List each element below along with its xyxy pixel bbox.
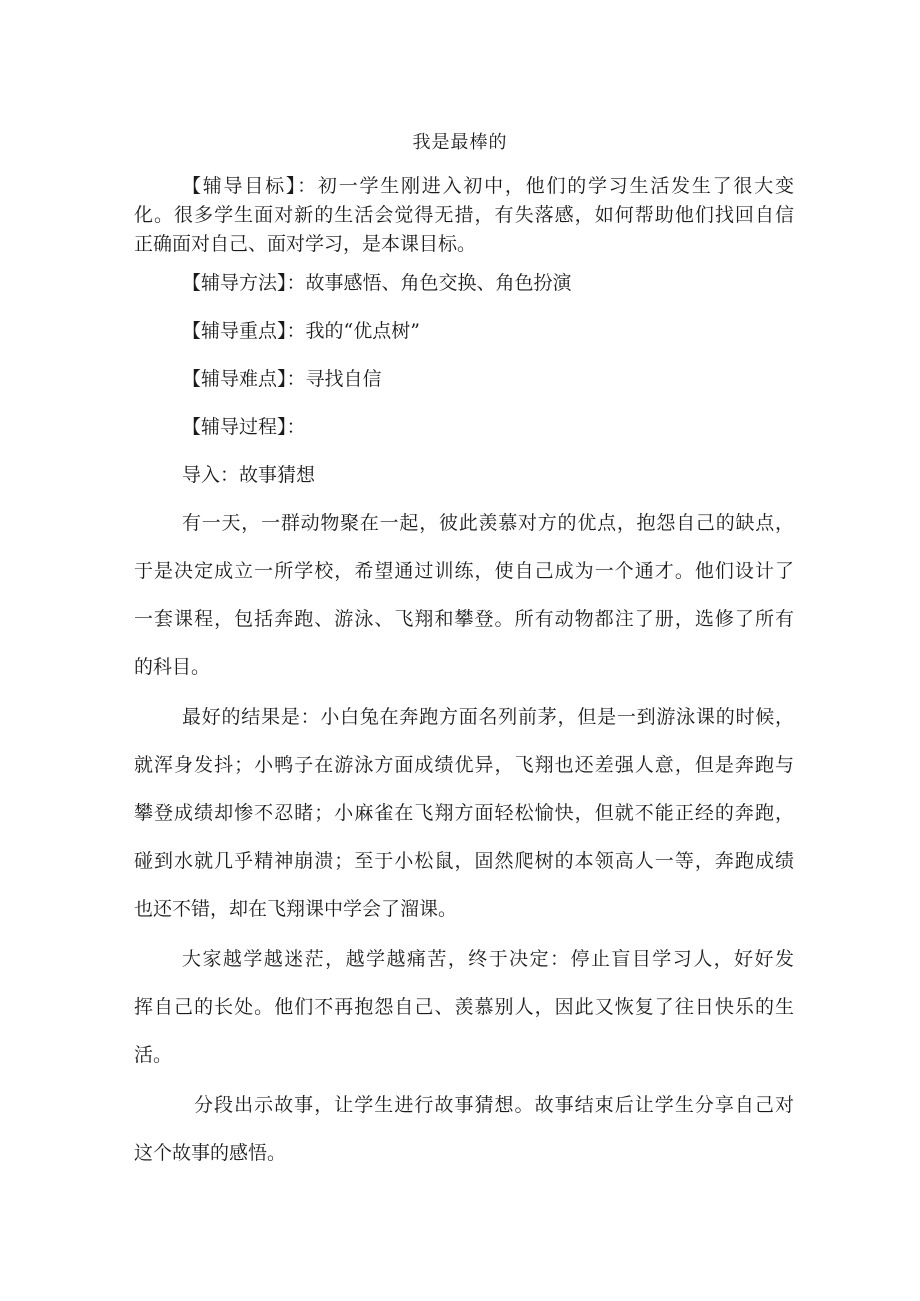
story-line: 的科目。 xyxy=(134,656,211,678)
goal-line: 化。很多学生面对新的生活会觉得无措，有失落感，如何帮助他们找回自信 xyxy=(134,204,794,226)
goal-line: 正确面对自己、面对学习，是本课目标。 xyxy=(134,233,477,255)
story-line: 最好的结果是：小白兔在奔跑方面名列前茅，但是一到游泳课的时候， xyxy=(182,706,794,728)
story-paragraph-3 xyxy=(134,935,794,1079)
story-line: 有一天，一群动物聚在一起，彼此羡慕对方的优点，抱怨自己的缺点， xyxy=(182,512,794,534)
goal-paragraph xyxy=(134,172,794,259)
goal-line: 【辅导目标】：初一学生刚进入初中，他们的学习生活发生了很大变 xyxy=(182,175,794,197)
story-line: 碰到水就几乎精神崩溃；至于小松鼠，固然爬树的本领高人一等，奔跑成绩 xyxy=(134,850,794,872)
method-line: 【辅导方法】：故事感悟、角色交换、角色扮演 xyxy=(182,272,572,294)
story-line: 挥自己的长处。他们不再抱怨自己、羡慕别人，因此又恢复了往日快乐的生 xyxy=(134,996,794,1018)
story-line: 就浑身发抖；小鸭子在游泳方面成绩优异，飞翔也还差强人意，但是奔跑与 xyxy=(134,754,794,776)
activity-line: 这个故事的感悟。 xyxy=(134,1142,287,1164)
story-paragraph-2 xyxy=(134,693,794,933)
intro-line: 导入：故事猜想 xyxy=(182,464,316,486)
page-title: 我是最棒的 xyxy=(412,132,508,153)
story-line: 攀登成绩却惨不忍睹；小麻雀在飞翔方面轻松愉快，但就不能正经的奔跑， xyxy=(134,802,794,824)
activity-paragraph xyxy=(134,1081,794,1177)
story-line: 大家越学越迷茫，越学越痛苦，终于决定：停止盲目学习人，好好发 xyxy=(182,948,794,970)
focus-line: 【辅导重点】：我的“优点树” xyxy=(182,320,420,342)
process-line: 【辅导过程】： xyxy=(182,416,306,438)
difficulty-line: 【辅导难点】：寻找自信 xyxy=(182,368,382,390)
story-line: 活。 xyxy=(134,1044,173,1066)
story-line: 也还不错，却在飞翔课中学会了溜课。 xyxy=(134,898,458,920)
activity-line: 分段出示故事，让学生进行故事猜想。故事结束后让学生分享自己对 xyxy=(194,1094,794,1116)
story-line: 于是决定成立一所学校，希望通过训练，使自己成为一个通才。他们设计了 xyxy=(134,560,794,582)
story-line: 一套课程，包括奔跑、游泳、飞翔和攀登。所有动物都注了册，选修了所有 xyxy=(134,608,794,630)
story-paragraph-1 xyxy=(134,499,794,691)
